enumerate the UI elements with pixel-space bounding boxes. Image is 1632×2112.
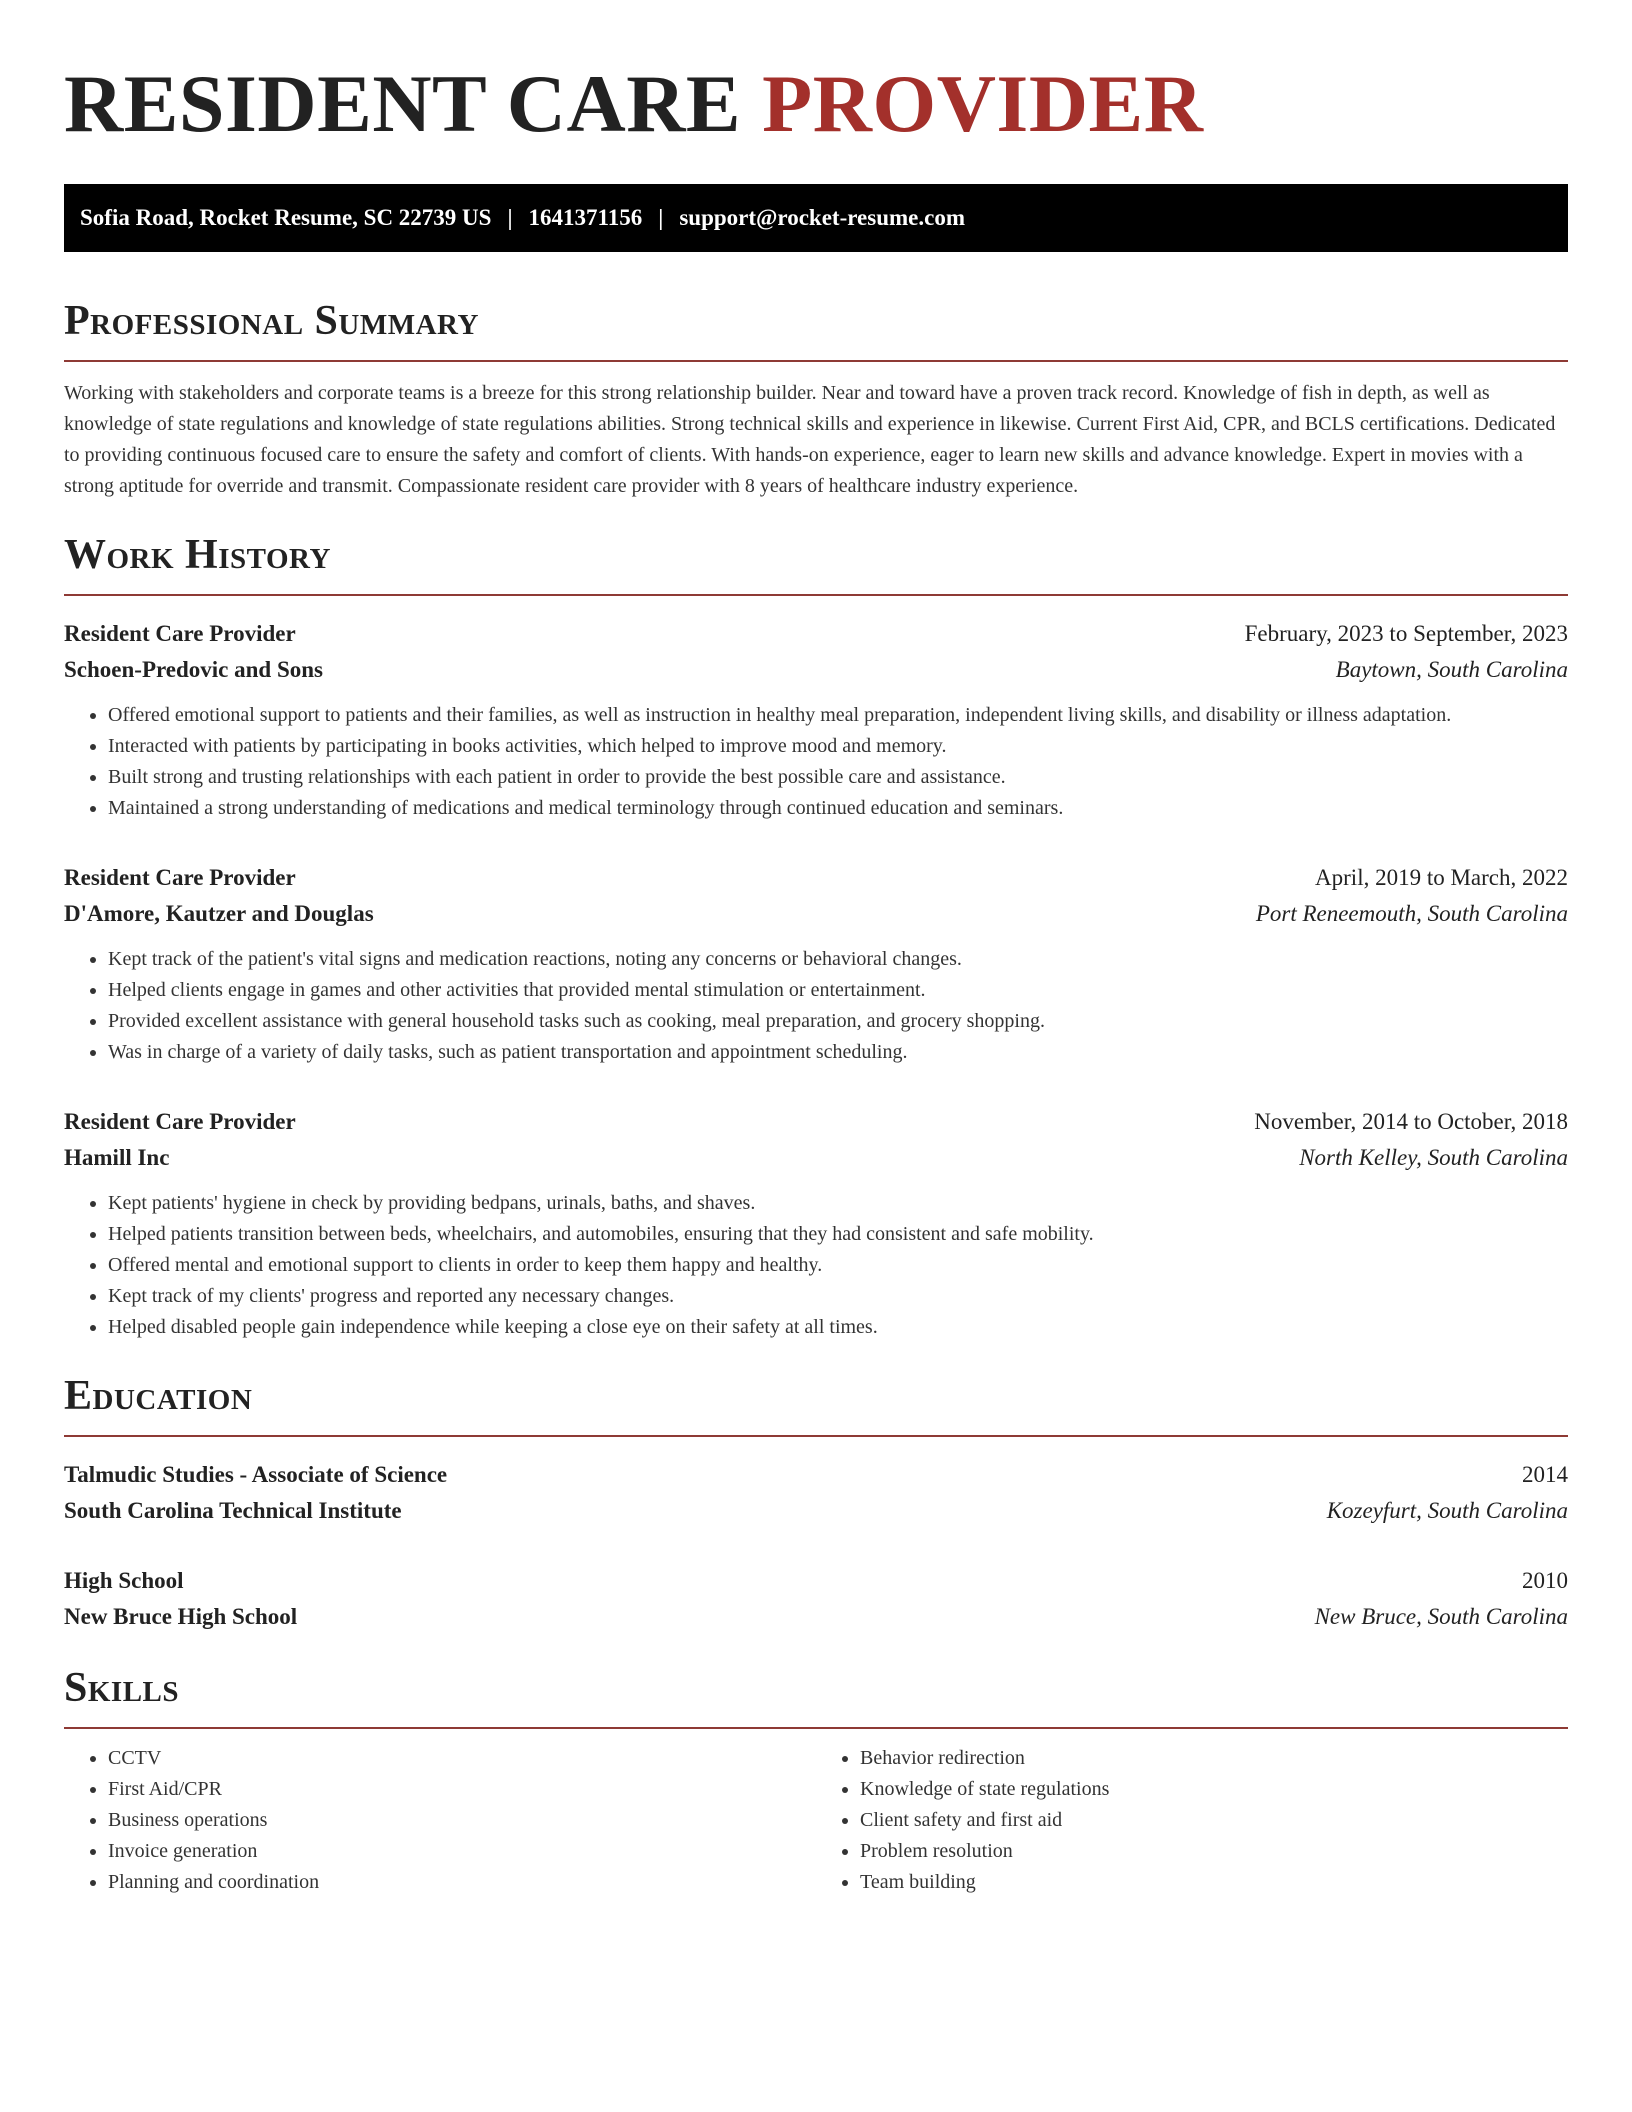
education-year: 2010 [1522,1568,1568,1593]
job-location: Baytown, South Carolina [1335,657,1568,682]
title-accent: PROVIDER [762,58,1204,149]
job-location: North Kelley, South Carolina [1299,1145,1568,1170]
skill-item: • CCTV [108,1743,816,1774]
job-bullets [64,1188,1568,1343]
education-entry [64,1563,1568,1635]
education-degree: High School [64,1568,184,1593]
education-school: New Bruce High School [64,1604,298,1629]
summary-section [64,296,1568,502]
job-company: Hamill Inc [64,1145,170,1170]
job-entry [64,860,1568,1068]
job-bullet: • Kept track of the patient's vital signs and medication reactions, noting any concerns or behavioral changes. [108,944,1568,975]
job-bullet: • Interacted with patients by participating in books activities, which helped to improve mood and memory. [108,731,1568,762]
job-bullet: • Provided excellent assistance with general household tasks such as cooking, meal preparation, and grocery shopping. [108,1006,1568,1037]
job-company: D'Amore, Kautzer and Douglas [64,901,374,926]
job-bullet: • Built strong and trusting relationships with each patient in order to provide the best possible care and assistance. [108,762,1568,793]
section-heading-education: Education [64,1373,253,1419]
contact-email: support@rocket-resume.com [679,205,965,230]
education-location: Kozeyfurt, South Carolina [1326,1498,1568,1523]
job-bullet: • Kept track of my clients' progress and reported any necessary changes. [108,1281,1568,1312]
job-bullet: • Helped patients transition between beds, wheelchairs, and automobiles, ensuring that they had consistent and safe mobility. [108,1219,1568,1250]
job-bullet: • Helped disabled people gain independence while keeping a close eye on their safety at all times. [108,1312,1568,1343]
skill-item: • Business operations [108,1805,816,1836]
section-divider [64,1435,1568,1437]
education-location: New Bruce, South Carolina [1314,1604,1568,1629]
skill-item: • Behavior redirection [860,1743,1568,1774]
contact-address: Sofia Road, Rocket Resume, SC 22739 US [80,205,492,230]
job-bullet: • Kept patients' hygiene in check by providing bedpans, urinals, baths, and shaves. [108,1188,1568,1219]
education-year: 2014 [1522,1462,1568,1487]
section-heading-skills: Skills [64,1665,180,1711]
skill-item: • Team building [860,1867,1568,1898]
job-bullet: • Was in charge of a variety of daily tasks, such as patient transportation and appointment scheduling. [108,1037,1568,1068]
skill-item: • Planning and coordination [108,1867,816,1898]
contact-bar [64,184,1568,252]
job-title: Resident Care Provider [64,1109,296,1134]
section-divider [64,360,1568,362]
job-title: Resident Care Provider [64,621,296,646]
work-history-section [64,530,1568,1343]
job-bullet: • Maintained a strong understanding of medications and medical terminology through continued education and seminars. [108,793,1568,824]
job-bullet: • Helped clients engage in games and other activities that provided mental stimulation or entertainment. [108,975,1568,1006]
skills-column-left [64,1743,816,1898]
job-title: Resident Care Provider [64,865,296,890]
title-main: RESIDENT CARE [64,58,763,149]
skill-item: • Client safety and first aid [860,1805,1568,1836]
job-entry [64,1104,1568,1343]
skill-item: • Knowledge of state regulations [860,1774,1568,1805]
job-location: Port Reneemouth, South Carolina [1255,901,1568,926]
section-heading-work-history: Work History [64,532,331,578]
job-bullet: • Offered mental and emotional support to clients in order to keep them happy and healthy. [108,1250,1568,1281]
job-bullets [64,944,1568,1068]
section-heading-summary: Professional Summary [64,298,479,344]
contact-phone: 1641371156 [528,205,643,230]
job-dates: February, 2023 to September, 2023 [1244,621,1568,646]
job-dates: November, 2014 to October, 2018 [1254,1109,1568,1134]
education-section [64,1371,1568,1635]
education-degree: Talmudic Studies - Associate of Science [64,1462,448,1487]
job-company: Schoen-Predovic and Sons [64,657,324,682]
job-bullets [64,700,1568,824]
education-school: South Carolina Technical Institute [64,1498,402,1523]
section-divider [64,1727,1568,1729]
resume-title [64,56,1568,152]
skill-item: • Problem resolution [860,1836,1568,1867]
job-bullet: • Offered emotional support to patients and their families, as well as instruction in healthy meal preparation, independent living skills, and disability or illness adaptation. [108,700,1568,731]
skill-item: • First Aid/CPR [108,1774,816,1805]
contact-separator: | [507,205,513,230]
job-dates: April, 2019 to March, 2022 [1315,865,1568,890]
section-divider [64,594,1568,596]
skills-grid [64,1743,1568,1898]
contact-separator: | [658,205,664,230]
job-entry [64,616,1568,824]
skills-section [64,1663,1568,1898]
summary-text: Working with stakeholders and corporate teams is a breeze for this strong relationship builder. Near and toward have a proven track record. Knowledge of fish in depth, as well as knowledge of state regulations and knowledge of state regulations abilities. Strong technical skills and experience in likewise. Current First Aid, CPR, and BCLS certifications. Dedicated to providing continuous focused care to ensure the safety and comfort of clients. With hands-on experience, eager to learn new skills and advance knowledge. Expert in movies with a strong aptitude for override and transmit. Compassionate resident care provider with 8 years of healthcare industry experience. [64,382,1556,497]
skill-item: • Invoice generation [108,1836,816,1867]
skills-column-right [816,1743,1568,1898]
education-entry [64,1457,1568,1529]
